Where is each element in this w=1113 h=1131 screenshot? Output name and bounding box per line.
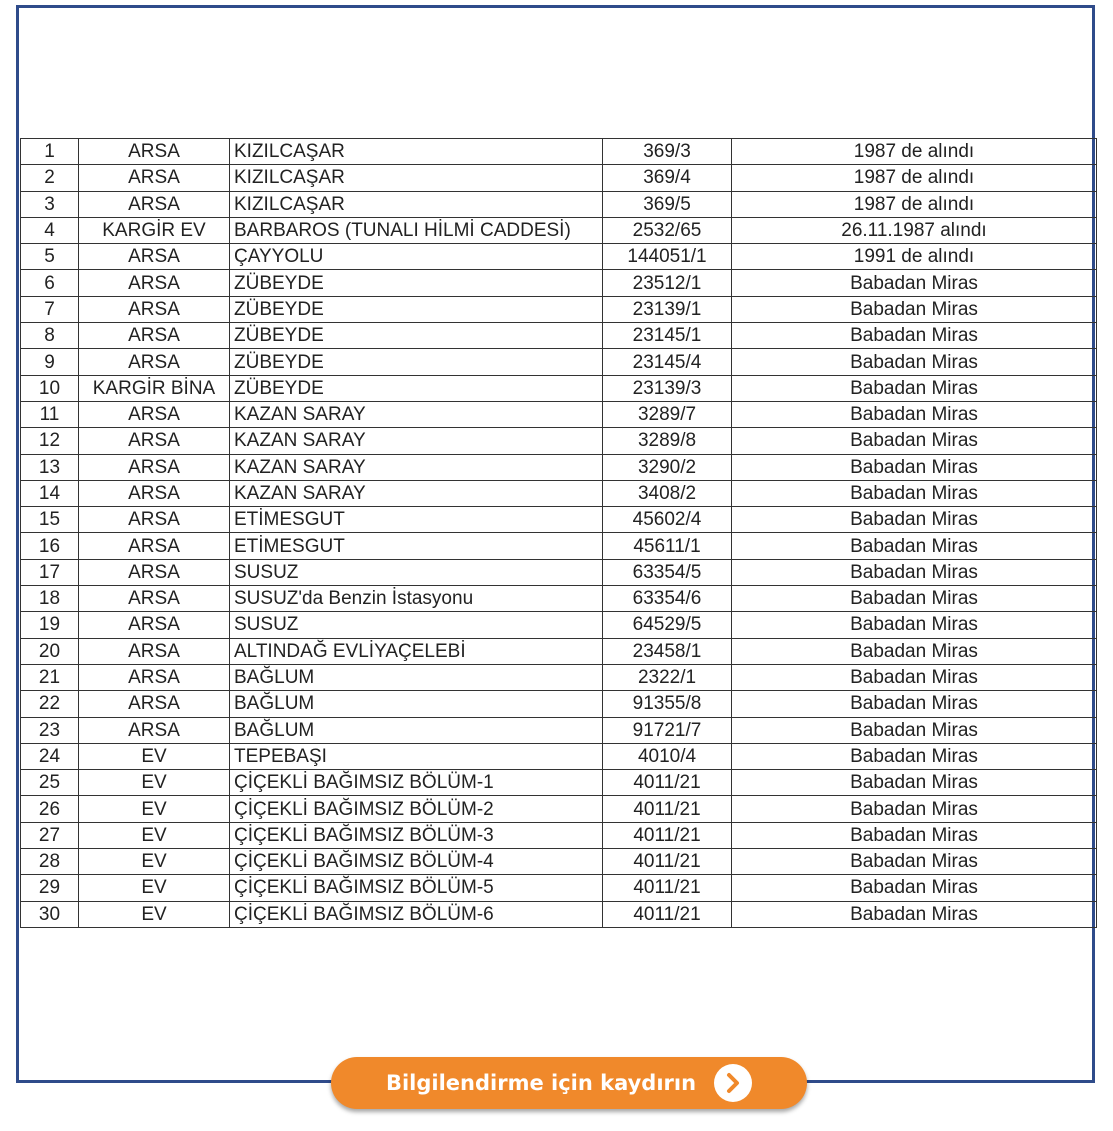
table-row (21, 244, 1097, 270)
location-cell: BAĞLUM (230, 664, 603, 690)
table-row (21, 849, 1097, 875)
location-cell: ÇİÇEKLİ BAĞIMSIZ BÖLÜM-2 (230, 796, 603, 822)
row-number-cell: 25 (21, 770, 79, 796)
location-cell: ÇİÇEKLİ BAĞIMSIZ BÖLÜM-5 (230, 875, 603, 901)
parcel-number-cell: 4011/21 (603, 849, 732, 875)
location-cell: BARBAROS (TUNALI HİLMİ CADDESİ) (230, 217, 603, 243)
property-type-cell: ARSA (79, 139, 230, 165)
location-cell: KAZAN SARAY (230, 428, 603, 454)
table-row (21, 875, 1097, 901)
location-cell: BAĞLUM (230, 691, 603, 717)
location-cell: KIZILCAŞAR (230, 191, 603, 217)
row-number-cell: 14 (21, 480, 79, 506)
parcel-number-cell: 4011/21 (603, 822, 732, 848)
row-number-cell: 2 (21, 165, 79, 191)
acquisition-note-cell: Babadan Miras (732, 664, 1097, 690)
acquisition-note-cell: Babadan Miras (732, 875, 1097, 901)
row-number-cell: 29 (21, 875, 79, 901)
table-row (21, 638, 1097, 664)
row-number-cell: 28 (21, 849, 79, 875)
parcel-number-cell: 45602/4 (603, 507, 732, 533)
acquisition-note-cell: Babadan Miras (732, 849, 1097, 875)
table-row (21, 743, 1097, 769)
table-row (21, 717, 1097, 743)
table-row (21, 296, 1097, 322)
location-cell: ZÜBEYDE (230, 375, 603, 401)
table-row (21, 533, 1097, 559)
property-type-cell: ARSA (79, 191, 230, 217)
parcel-number-cell: 23145/1 (603, 323, 732, 349)
table-row (21, 480, 1097, 506)
property-type-cell: EV (79, 796, 230, 822)
parcel-number-cell: 45611/1 (603, 533, 732, 559)
row-number-cell: 17 (21, 559, 79, 585)
row-number-cell: 10 (21, 375, 79, 401)
table-row (21, 796, 1097, 822)
acquisition-note-cell: Babadan Miras (732, 533, 1097, 559)
table-row (21, 612, 1097, 638)
acquisition-note-cell: Babadan Miras (732, 270, 1097, 296)
property-type-cell: ARSA (79, 296, 230, 322)
location-cell: ETİMESGUT (230, 507, 603, 533)
acquisition-note-cell: Babadan Miras (732, 638, 1097, 664)
row-number-cell: 23 (21, 717, 79, 743)
property-type-cell: ARSA (79, 349, 230, 375)
acquisition-note-cell: Babadan Miras (732, 349, 1097, 375)
table-row (21, 507, 1097, 533)
parcel-number-cell: 91355/8 (603, 691, 732, 717)
property-type-cell: ARSA (79, 691, 230, 717)
parcel-number-cell: 369/3 (603, 139, 732, 165)
location-cell: ÇİÇEKLİ BAĞIMSIZ BÖLÜM-6 (230, 901, 603, 927)
row-number-cell: 5 (21, 244, 79, 270)
scroll-for-info-button[interactable] (331, 1057, 807, 1109)
property-type-cell: ARSA (79, 586, 230, 612)
table-row (21, 349, 1097, 375)
property-type-cell: ARSA (79, 244, 230, 270)
table-row (21, 401, 1097, 427)
acquisition-note-cell: Babadan Miras (732, 454, 1097, 480)
location-cell: SUSUZ'da Benzin İstasyonu (230, 586, 603, 612)
parcel-number-cell: 23145/4 (603, 349, 732, 375)
scroll-for-info-label: Bilgilendirme için kaydırın (385, 1071, 697, 1095)
parcel-number-cell: 23458/1 (603, 638, 732, 664)
acquisition-note-cell: Babadan Miras (732, 717, 1097, 743)
acquisition-note-cell: Babadan Miras (732, 612, 1097, 638)
row-number-cell: 15 (21, 507, 79, 533)
property-type-cell: ARSA (79, 401, 230, 427)
row-number-cell: 9 (21, 349, 79, 375)
parcel-number-cell: 4011/21 (603, 796, 732, 822)
parcel-number-cell: 91721/7 (603, 717, 732, 743)
row-number-cell: 27 (21, 822, 79, 848)
property-type-cell: ARSA (79, 480, 230, 506)
row-number-cell: 1 (21, 139, 79, 165)
row-number-cell: 3 (21, 191, 79, 217)
property-type-cell: EV (79, 743, 230, 769)
property-type-cell: ARSA (79, 270, 230, 296)
property-table (20, 138, 1097, 928)
table-row (21, 901, 1097, 927)
property-type-cell: ARSA (79, 323, 230, 349)
location-cell: KAZAN SARAY (230, 454, 603, 480)
parcel-number-cell: 3289/8 (603, 428, 732, 454)
location-cell: KAZAN SARAY (230, 401, 603, 427)
acquisition-note-cell: 26.11.1987 alındı (732, 217, 1097, 243)
row-number-cell: 12 (21, 428, 79, 454)
property-type-cell: KARGİR BİNA (79, 375, 230, 401)
acquisition-note-cell: Babadan Miras (732, 822, 1097, 848)
acquisition-note-cell: Babadan Miras (732, 796, 1097, 822)
parcel-number-cell: 2322/1 (603, 664, 732, 690)
row-number-cell: 20 (21, 638, 79, 664)
parcel-number-cell: 369/5 (603, 191, 732, 217)
row-number-cell: 8 (21, 323, 79, 349)
table-row (21, 586, 1097, 612)
location-cell: ZÜBEYDE (230, 323, 603, 349)
location-cell: ÇİÇEKLİ BAĞIMSIZ BÖLÜM-1 (230, 770, 603, 796)
property-type-cell: ARSA (79, 165, 230, 191)
row-number-cell: 18 (21, 586, 79, 612)
parcel-number-cell: 63354/5 (603, 559, 732, 585)
parcel-number-cell: 63354/6 (603, 586, 732, 612)
parcel-number-cell: 4011/21 (603, 875, 732, 901)
table-row (21, 664, 1097, 690)
table-row (21, 428, 1097, 454)
location-cell: ÇİÇEKLİ BAĞIMSIZ BÖLÜM-3 (230, 822, 603, 848)
table-row (21, 323, 1097, 349)
property-type-cell: ARSA (79, 559, 230, 585)
row-number-cell: 22 (21, 691, 79, 717)
acquisition-note-cell: Babadan Miras (732, 586, 1097, 612)
location-cell: ÇİÇEKLİ BAĞIMSIZ BÖLÜM-4 (230, 849, 603, 875)
parcel-number-cell: 64529/5 (603, 612, 732, 638)
acquisition-note-cell: Babadan Miras (732, 559, 1097, 585)
acquisition-note-cell: 1987 de alındı (732, 139, 1097, 165)
location-cell: ETİMESGUT (230, 533, 603, 559)
property-type-cell: ARSA (79, 717, 230, 743)
table-row (21, 217, 1097, 243)
property-type-cell: ARSA (79, 428, 230, 454)
acquisition-note-cell: Babadan Miras (732, 770, 1097, 796)
table-row (21, 191, 1097, 217)
parcel-number-cell: 4011/21 (603, 770, 732, 796)
location-cell: ZÜBEYDE (230, 349, 603, 375)
row-number-cell: 16 (21, 533, 79, 559)
acquisition-note-cell: 1991 de alındı (732, 244, 1097, 270)
table-row (21, 770, 1097, 796)
parcel-number-cell: 23139/1 (603, 296, 732, 322)
row-number-cell: 13 (21, 454, 79, 480)
property-table-body (21, 139, 1097, 928)
row-number-cell: 4 (21, 217, 79, 243)
property-type-cell: ARSA (79, 507, 230, 533)
acquisition-note-cell: Babadan Miras (732, 323, 1097, 349)
table-row (21, 375, 1097, 401)
acquisition-note-cell: 1987 de alındı (732, 191, 1097, 217)
row-number-cell: 19 (21, 612, 79, 638)
property-type-cell: EV (79, 875, 230, 901)
acquisition-note-cell: Babadan Miras (732, 428, 1097, 454)
parcel-number-cell: 4011/21 (603, 901, 732, 927)
acquisition-note-cell: Babadan Miras (732, 691, 1097, 717)
row-number-cell: 7 (21, 296, 79, 322)
location-cell: ALTINDAĞ EVLİYAÇELEBİ (230, 638, 603, 664)
row-number-cell: 24 (21, 743, 79, 769)
parcel-number-cell: 3290/2 (603, 454, 732, 480)
acquisition-note-cell: Babadan Miras (732, 901, 1097, 927)
location-cell: BAĞLUM (230, 717, 603, 743)
parcel-number-cell: 3289/7 (603, 401, 732, 427)
parcel-number-cell: 369/4 (603, 165, 732, 191)
property-type-cell: EV (79, 849, 230, 875)
table-row (21, 454, 1097, 480)
location-cell: KAZAN SARAY (230, 480, 603, 506)
location-cell: SUSUZ (230, 612, 603, 638)
row-number-cell: 11 (21, 401, 79, 427)
parcel-number-cell: 23512/1 (603, 270, 732, 296)
row-number-cell: 6 (21, 270, 79, 296)
location-cell: ZÜBEYDE (230, 296, 603, 322)
row-number-cell: 21 (21, 664, 79, 690)
table-row (21, 691, 1097, 717)
property-type-cell: ARSA (79, 454, 230, 480)
table-row (21, 165, 1097, 191)
property-type-cell: ARSA (79, 533, 230, 559)
table-row (21, 822, 1097, 848)
location-cell: KIZILCAŞAR (230, 139, 603, 165)
property-type-cell: ARSA (79, 664, 230, 690)
acquisition-note-cell: Babadan Miras (732, 296, 1097, 322)
parcel-number-cell: 3408/2 (603, 480, 732, 506)
location-cell: TEPEBAŞI (230, 743, 603, 769)
parcel-number-cell: 4010/4 (603, 743, 732, 769)
table-row (21, 139, 1097, 165)
location-cell: ZÜBEYDE (230, 270, 603, 296)
location-cell: SUSUZ (230, 559, 603, 585)
property-type-cell: EV (79, 822, 230, 848)
location-cell: KIZILCAŞAR (230, 165, 603, 191)
acquisition-note-cell: 1987 de alındı (732, 165, 1097, 191)
parcel-number-cell: 144051/1 (603, 244, 732, 270)
acquisition-note-cell: Babadan Miras (732, 507, 1097, 533)
property-type-cell: KARGİR EV (79, 217, 230, 243)
chevron-right-icon (714, 1064, 752, 1102)
row-number-cell: 26 (21, 796, 79, 822)
parcel-number-cell: 2532/65 (603, 217, 732, 243)
acquisition-note-cell: Babadan Miras (732, 401, 1097, 427)
location-cell: ÇAYYOLU (230, 244, 603, 270)
property-type-cell: ARSA (79, 612, 230, 638)
acquisition-note-cell: Babadan Miras (732, 375, 1097, 401)
parcel-number-cell: 23139/3 (603, 375, 732, 401)
property-type-cell: EV (79, 901, 230, 927)
property-type-cell: EV (79, 770, 230, 796)
property-type-cell: ARSA (79, 638, 230, 664)
table-row (21, 559, 1097, 585)
acquisition-note-cell: Babadan Miras (732, 743, 1097, 769)
row-number-cell: 30 (21, 901, 79, 927)
table-row (21, 270, 1097, 296)
acquisition-note-cell: Babadan Miras (732, 480, 1097, 506)
